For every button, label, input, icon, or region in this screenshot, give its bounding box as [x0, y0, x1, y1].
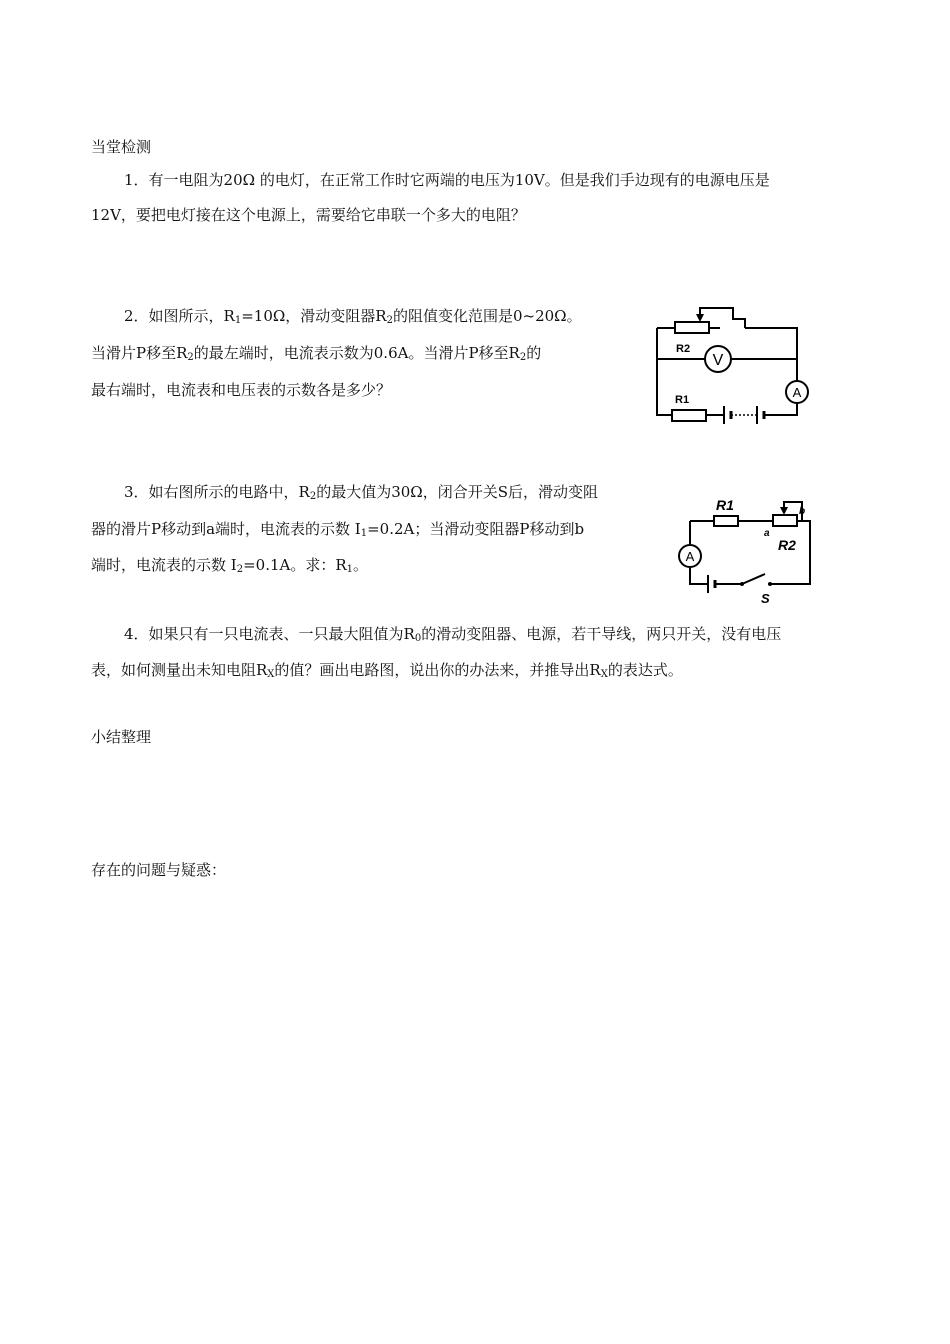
q2-line-3: 最右端时，电流表和电压表的示数各是多少？ — [91, 381, 392, 399]
q2-line-1: 2．如图所示，$R_1=10\Omega$，滑动变阻器$R_2$的阻值变化范围是0~20Ω。 — [124, 307, 582, 326]
section-title-summary: 小结整理 — [91, 728, 152, 746]
q3-slider-arrow — [780, 507, 788, 515]
q3-ammeter-label: A — [685, 549, 695, 564]
q2-voltmeter-label: V — [712, 352, 724, 369]
q3-r2-resistor — [773, 515, 797, 526]
q2-r2-resistor — [675, 322, 709, 333]
q3-line-1: 3．如右图所示的电路中，$R_2$的最大值为30Ω，闭合开关S后，滑动变阻 — [124, 483, 599, 502]
q3-a-label: a — [764, 528, 770, 539]
q2-slider-arrow — [696, 314, 704, 322]
q2-r1-label: R1 — [675, 394, 690, 406]
q2-circuit-diagram — [645, 302, 820, 428]
q4-line-1: 4．如果只有一只电流表、一只最大阻值为$R_0$的滑动变阻器、电源，若干导线，两只开关，没有电压 — [124, 625, 782, 644]
q1-line-1: 1．有一电阻为20Ω 的电灯，在正常工作时它两端的电压为10V。但是我们手边现有的电源电压是 — [124, 171, 770, 189]
q3-b-label: b — [799, 506, 806, 517]
q3-switch-label: S — [761, 591, 770, 606]
q2-line-2: 当滑片P移至$R_2$的最左端时，电流表示数为0.6A。当滑片P移至$R_2$的 — [91, 344, 542, 363]
q4-line-2: 表，如何测量出未知电阻$R_X$的值？画出电路图，说出你的办法来，并推导出$R_X$的表达式。 — [91, 661, 683, 680]
q2-r2-label: R2 — [676, 343, 691, 355]
q1-line-2: 12V，要把电灯接在这个电源上，需要给它串联一个多大的电阻？ — [91, 206, 526, 224]
q3-line-3: 端时，电流表的示数 $I_2=0.1A$。求：$R_1$。 — [91, 556, 369, 575]
q3-r2-label: R2 — [778, 537, 796, 553]
q2-ammeter-label: A — [792, 385, 802, 400]
q3-r1-label: R1 — [716, 497, 734, 513]
section-title-questions: 存在的问题与疑惑： — [91, 861, 227, 879]
q3-circuit-diagram — [670, 494, 820, 606]
q3-line-2: 器的滑片P移动到a端时，电流表的示数 $I_1=0.2A$；当滑动变阻器P移动到b — [91, 520, 585, 539]
section-title-test: 当堂检测 — [91, 138, 152, 156]
